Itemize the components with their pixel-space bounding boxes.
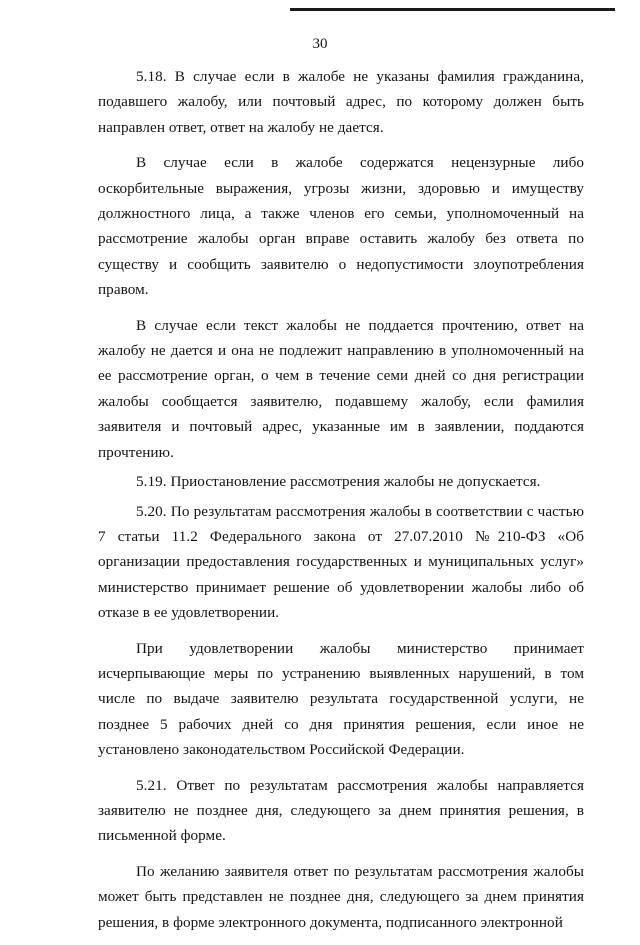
paragraph-obscene-complaint: В случае если в жалобе содержатся нецензурные либо оскорбительные выражения, угрозы жизни, здоровью и имуществу должностного лица, а также членов его семьи, уполномоченный на рассмотрение жалобы орган вправе оставить жалобу без ответа по существу и сообщить заявителю о недопустимости злоупотребления правом. xyxy=(98,154,584,299)
paragraph-5-18: 5.18. В случае если в жалобе не указаны фамилия гражданина, подавшего жалобу, или почтовый адрес, по которому должен быть направлен ответ, ответ на жалобу не дается. xyxy=(98,68,584,136)
paragraph-5-20: 5.20. По результатам рассмотрения жалобы в соответствии с частью 7 статьи 11.2 Федерального закона от 27.07.2010 №210-ФЗ «Об организации предоставления государственных и муниципальных услуг» министерство принимает решение об удовлетворении жалобы либо об отказе в ее удовлетворении. xyxy=(98,502,584,622)
paragraph-5-21: 5.21. Ответ по результатам рассмотрения жалобы направляется заявителю не позднее дня, следующего за днем принятия решения, в письменной форме. xyxy=(98,776,584,845)
paragraph-satisfaction-measures: При удовлетворении жалобы министерство принимает исчерпывающие меры по устранению выявленных нарушений, в том числе по выдаче заявителю результата государственной услуги, не позднее 5 рабочих дней со дня принятия решения, если иное не установлено законодательством Российской Федерации. xyxy=(98,639,584,759)
paragraph-electronic-response: По желанию заявителя ответ по результатам рассмотрения жалобы может быть представлен не позднее дня, следующего за днем принятия решения, в форме электронного документа, подписанного электронной xyxy=(98,862,584,931)
paragraph-5-19: 5.19. Приостановление рассмотрения жалобы не допускается. xyxy=(136,473,541,491)
top-rule xyxy=(290,8,615,11)
page-number: 30 xyxy=(312,36,328,52)
document-body xyxy=(98,64,584,945)
paragraph-unreadable-complaint: В случае если текст жалобы не поддается прочтению, ответ на жалобу не дается и она не подлежит направлению в уполномоченный на ее рассмотрение орган, о чем в течение семи дней со дня регистрации жалобы сообщается заявителю, подавшему жалобу, если фамилия заявителя и почтовый адрес, указанные им в заявлении, поддаются прочтению. xyxy=(98,316,584,461)
